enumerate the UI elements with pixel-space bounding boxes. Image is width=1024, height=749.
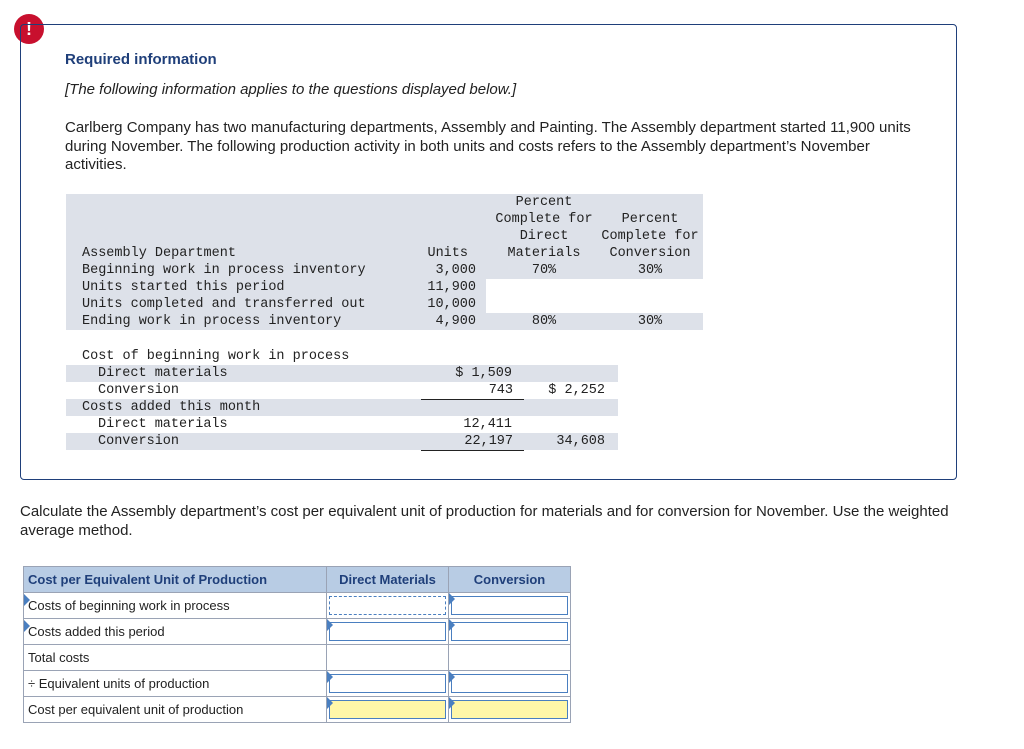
required-info-subtitle: [The following information applies to the questions displayed below.] bbox=[65, 81, 517, 98]
dm-cpeu-input[interactable] bbox=[329, 700, 446, 719]
beg-dm-value: $ 1,509 bbox=[455, 366, 512, 381]
question-text: Calculate the Assembly department’s cost per equivalent unit of production for materials and for conversion for November. Use the weighted average method. bbox=[20, 503, 949, 539]
pct-conv-header-2: Complete for bbox=[601, 229, 699, 244]
beg-dm-label: Direct materials bbox=[98, 366, 228, 381]
units-row-units: 10,000 bbox=[427, 297, 476, 312]
answer-row-label: Costs of beginning work in process bbox=[28, 598, 230, 613]
answer-row bbox=[24, 671, 571, 697]
units-row-dm: 70% bbox=[531, 263, 557, 278]
input-marker-icon bbox=[449, 671, 455, 683]
units-row-dm: 80% bbox=[531, 314, 557, 329]
dm-input-cell[interactable] bbox=[327, 593, 449, 619]
units-row-units: 3,000 bbox=[435, 263, 476, 278]
input-marker-icon bbox=[327, 619, 333, 631]
answer-header-conv: Conversion bbox=[449, 567, 571, 593]
added-conv-value: 22,197 bbox=[421, 433, 524, 451]
answer-row-label-cell bbox=[24, 645, 327, 671]
answer-row-label: Cost per equivalent unit of production bbox=[28, 702, 244, 717]
input-marker-icon bbox=[327, 697, 333, 709]
intro-paragraph: Carlberg Company has two manufacturing departments, Assembly and Painting. The Assembly department started 11,900 units during November. The following production activity in both units and costs refers to the Assembly department’s November activities. bbox=[65, 119, 911, 173]
units-row-conv: 30% bbox=[637, 314, 663, 329]
answer-row bbox=[24, 593, 571, 619]
conv-total-cell bbox=[449, 645, 571, 671]
pct-conv-header-1: Percent bbox=[621, 212, 679, 227]
units-row-units: 4,900 bbox=[435, 314, 476, 329]
answer-row-label-cell bbox=[24, 671, 327, 697]
answer-table bbox=[23, 566, 571, 723]
answer-row-label: ÷ Equivalent units of production bbox=[28, 676, 210, 691]
units-row-label: Units started this period bbox=[82, 280, 285, 295]
input-marker-icon bbox=[449, 619, 455, 631]
added-cost-label: Costs added this month bbox=[82, 400, 261, 415]
added-total-value: 34,608 bbox=[556, 434, 605, 449]
answer-row-label-cell[interactable] bbox=[24, 619, 327, 645]
input-marker-icon bbox=[449, 697, 455, 709]
units-row-label: Beginning work in process inventory bbox=[82, 263, 366, 278]
answer-row bbox=[24, 645, 571, 671]
beg-wip-cost-label: Cost of beginning work in process bbox=[82, 349, 350, 364]
dropdown-marker-icon bbox=[24, 594, 30, 606]
pct-conv-header-3: Conversion bbox=[609, 246, 691, 261]
input-marker-icon bbox=[449, 593, 455, 605]
answer-header-label: Cost per Equivalent Unit of Production bbox=[24, 567, 327, 593]
conv-eu-input[interactable] bbox=[451, 674, 568, 693]
beg-total-value: $ 2,252 bbox=[548, 383, 605, 398]
added-dm-label: Direct materials bbox=[98, 417, 228, 432]
answer-row-label: Total costs bbox=[28, 650, 90, 665]
conv-input-cell[interactable] bbox=[449, 593, 571, 619]
dm-added-input[interactable] bbox=[329, 622, 446, 641]
answer-row-label-cell bbox=[24, 697, 327, 723]
added-dm-value: 12,411 bbox=[463, 417, 512, 432]
units-header: Units bbox=[427, 246, 468, 261]
pct-dm-header-1: Percent bbox=[515, 195, 573, 210]
alert-icon: ! bbox=[14, 14, 44, 44]
dropdown-marker-icon bbox=[24, 620, 30, 632]
conv-cpeu-input[interactable] bbox=[451, 700, 568, 719]
dm-input-cell[interactable] bbox=[327, 697, 449, 723]
units-row-conv: 30% bbox=[637, 263, 663, 278]
answer-row bbox=[24, 619, 571, 645]
answer-row bbox=[24, 697, 571, 723]
dm-input-cell[interactable] bbox=[327, 671, 449, 697]
conv-added-input[interactable] bbox=[451, 622, 568, 641]
beg-conv-value: 743 bbox=[421, 382, 524, 400]
answer-header-dm: Direct Materials bbox=[327, 567, 449, 593]
input-marker-icon bbox=[327, 671, 333, 683]
conv-input-cell[interactable] bbox=[449, 619, 571, 645]
pct-dm-header-2: Complete for bbox=[495, 212, 593, 227]
units-row-units: 11,900 bbox=[427, 280, 476, 295]
units-row-label: Units completed and transferred out bbox=[82, 297, 366, 312]
beg-conv-label: Conversion bbox=[98, 383, 180, 398]
added-conv-label: Conversion bbox=[98, 434, 180, 449]
answer-row-label: Costs added this period bbox=[28, 624, 165, 639]
required-info-title: Required information bbox=[65, 51, 217, 68]
units-row-label: Ending work in process inventory bbox=[82, 314, 342, 329]
answer-row-label-cell[interactable] bbox=[24, 593, 327, 619]
dm-eu-input[interactable] bbox=[329, 674, 446, 693]
dm-total-cell bbox=[327, 645, 449, 671]
pct-dm-header-3: Direct bbox=[519, 229, 569, 244]
dm-beg-input[interactable] bbox=[329, 596, 446, 615]
conv-input-cell[interactable] bbox=[449, 671, 571, 697]
dept-label: Assembly Department bbox=[82, 246, 236, 261]
conv-input-cell[interactable] bbox=[449, 697, 571, 723]
dm-input-cell[interactable] bbox=[327, 619, 449, 645]
conv-beg-input[interactable] bbox=[451, 596, 568, 615]
pct-dm-header-4: Materials bbox=[507, 246, 581, 261]
